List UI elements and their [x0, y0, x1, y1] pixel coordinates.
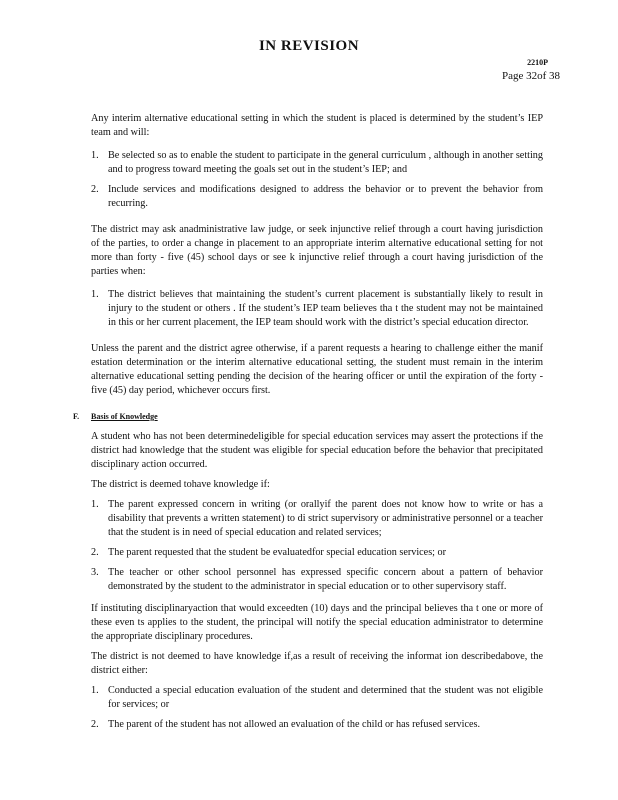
paragraph: The district is not deemed to have knowledge if,as a result of receiving the informat ion describedabove, the district either: [91, 651, 543, 676]
list-number: 1. [91, 499, 99, 510]
page-title: IN REVISION [258, 38, 360, 54]
policy-code: 2210P [527, 58, 548, 67]
section-heading [73, 410, 543, 424]
list-number: 1. [91, 685, 99, 696]
list-item [91, 149, 543, 177]
list-item [91, 498, 543, 540]
list-text: The parent requested that the student be evaluatedfor special education services; or [108, 547, 447, 558]
list-item [91, 566, 543, 594]
page-number: Page 32of 38 [501, 70, 560, 82]
list-number: 3. [91, 567, 99, 578]
list-number: 2. [91, 184, 99, 195]
paragraph: Any interim alternative educational setting in which the student is placed is determined by the student’s IEP team and will: [91, 113, 543, 138]
list-text: Include services and modifications designed to address the behavior or to prevent the behavior from recurring. [108, 184, 543, 209]
list-text: The teacher or other school personnel has expressed specific concern about a pattern of behavior demonstrated by the student to the administrator in special education or to other supervisory staff. [108, 567, 543, 592]
list-number: 1. [91, 150, 99, 161]
list-item [91, 288, 543, 330]
list-number: 2. [91, 719, 99, 730]
list-text: Be selected so as to enable the student to participate in the general curriculum , although in another setting and to progress toward meeting the goals set out in the student’s IEP; and [108, 150, 543, 175]
list-number: 2. [91, 547, 99, 558]
list-item [91, 183, 543, 211]
list-text: The parent of the student has not allowed an evaluation of the child or has refused services. [108, 719, 481, 730]
section-title: Basis of Knowledge [91, 412, 158, 421]
list-text: The district believes that maintaining the student’s current placement is substantially likely to result in injury to the student or others . If the student’s IEP team believes tha t the student may not be maintained in this or her current placement, the IEP team should work with the district’s special education director. [108, 289, 543, 328]
list-item [91, 684, 543, 712]
paragraph: The district is deemed tohave knowledge if: [91, 479, 270, 490]
paragraph: A student who has not been determinedeligible for special education services may assert the protections if the district had knowledge that the student was eligible for special education before the behavior that precipitated disciplinary action occurred. [91, 431, 543, 470]
paragraph: Unless the parent and the district agree otherwise, if a parent requests a hearing to challenge either the manif estation determination or the interim alternative educational setting, the student must remain in the interim alternative educational setting pending the decision of the hearing officer or until the expiration of the forty -five (45) day period, whichever occurs first. [91, 343, 543, 396]
list-text: Conducted a special education evaluation of the student and determined that the student was not eligible for services; or [108, 685, 543, 710]
document-body [73, 112, 543, 738]
paragraph: If instituting disciplinaryaction that would exceedten (10) days and the principal believes tha t one or more of these even ts applies to the student, the principal will notify the special education administrator to determine the appropriate disciplinary procedures. [91, 603, 543, 642]
paragraph: The district may ask anadministrative law judge, or seek injunctive relief through a court having jurisdiction of the parties, to order a change in placement to an appropriate interim alternative educational setting for not more than forty - five (45) school days or see k injunctive relief through a court having jurisdiction of the parties when: [91, 224, 543, 277]
list-item [91, 718, 543, 732]
section-letter: F. [73, 412, 80, 421]
list-number: 1. [91, 289, 99, 300]
list-text: The parent expressed concern in writing (or orallyif the parent does not know how to write or has a disability that prevents a written statement) to di strict supervisory or administrative personnel or a teacher that the student is in need of special education and related services; [108, 499, 543, 538]
list-item [91, 546, 543, 560]
